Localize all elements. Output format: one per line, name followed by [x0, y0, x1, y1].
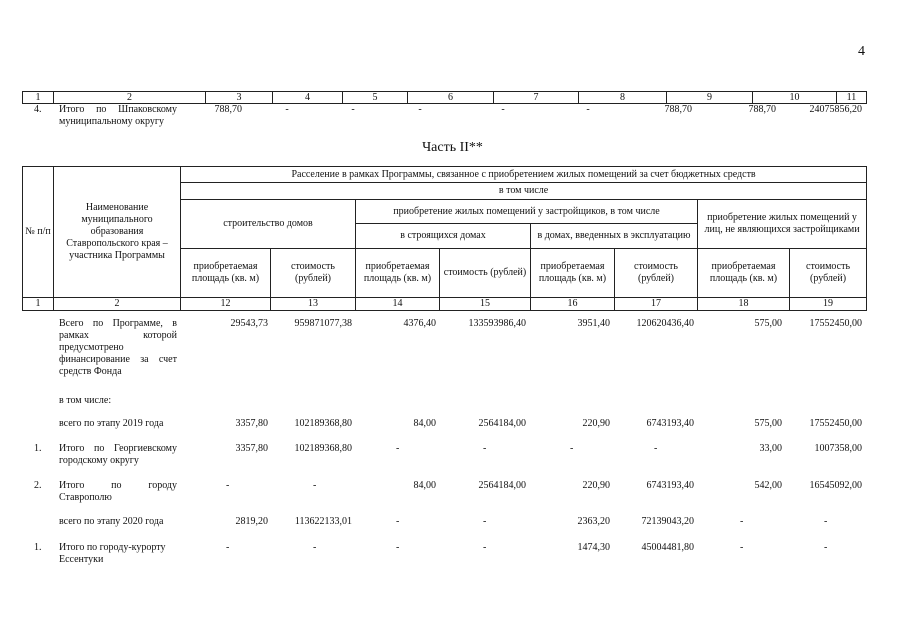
col-number: 11: [837, 92, 867, 104]
header-acq-developers: приобретение жилых помещений у застройщиков, в том числе: [356, 200, 698, 224]
header-main: Расселение в рамках Программы, связанное с приобретением жилых помещений за счет бюджетных средств: [181, 167, 867, 183]
cell-value: -: [351, 104, 355, 115]
col-number: 16: [531, 298, 615, 311]
cell-value: 788,70: [214, 104, 242, 115]
col-number: 10: [753, 92, 837, 104]
cell-value: -: [396, 542, 400, 553]
cell-value: 2564184,00: [478, 418, 526, 429]
cell-value: -: [396, 443, 400, 454]
row-name: Итого по городу Ставрополю: [59, 480, 177, 503]
cell-value: -: [285, 104, 289, 115]
cell-value: -: [483, 542, 487, 553]
cell-value: 72139043,20: [641, 516, 694, 527]
page-number: 4: [858, 44, 865, 59]
col-number: 19: [790, 298, 867, 311]
col-number: 15: [440, 298, 531, 311]
header-area: приобретаемая площадь (кв. м): [356, 249, 440, 298]
cell-value: 120620436,40: [636, 318, 694, 329]
cell-value: 33,00: [759, 443, 782, 454]
cell-value: 542,00: [754, 480, 782, 491]
cell-value: -: [226, 542, 230, 553]
row-name: в том числе:: [59, 395, 112, 406]
header-area: приобретаемая площадь (кв. м): [181, 249, 271, 298]
cell-value: -: [396, 516, 400, 527]
cell-value: 1007358,00: [814, 443, 862, 454]
previous-table-header: [22, 91, 867, 104]
col-number: 1: [23, 92, 54, 104]
col-number: 3: [206, 92, 273, 104]
cell-value: 2819,20: [235, 516, 268, 527]
header-area: приобретаемая площадь (кв. м): [531, 249, 615, 298]
header-commissioned: в домах, введенных в эксплуатацию: [531, 224, 698, 249]
cell-value: 45004481,80: [641, 542, 694, 553]
header-name: Наименование муниципального образования Ставропольского края – участника Программы: [54, 167, 181, 298]
cell-value: 3357,80: [235, 418, 268, 429]
cell-value: 788,70: [664, 104, 692, 115]
col-number: 7: [494, 92, 579, 104]
cell-value: 220,90: [582, 418, 610, 429]
col-number: 13: [271, 298, 356, 311]
col-number: 2: [54, 298, 181, 311]
cell-value: 575,00: [754, 418, 782, 429]
row-number: 1.: [34, 542, 42, 553]
cell-value: 17552450,00: [809, 418, 862, 429]
col-number: 18: [698, 298, 790, 311]
cell-value: -: [586, 104, 590, 115]
part-title: Часть II**: [422, 140, 483, 155]
col-number: 2: [54, 92, 206, 104]
header-including: в том числе: [181, 183, 867, 200]
header-acq-non-developers: приобретение жилых помещений у лиц, не являющихся застройщиками: [698, 200, 867, 249]
cell-value: 2564184,00: [478, 480, 526, 491]
cell-value: 4376,40: [403, 318, 436, 329]
cell-value: 113622133,01: [294, 516, 352, 527]
cell-value: -: [740, 516, 744, 527]
col-number: 6: [408, 92, 494, 104]
cell-value: -: [483, 443, 487, 454]
row-name: Всего по Программе, в рамках которой предусмотрено финансирование за счет средств Фонда: [59, 318, 177, 377]
cell-value: -: [313, 480, 317, 491]
cell-value: -: [824, 516, 828, 527]
cell-value: 3951,40: [577, 318, 610, 329]
cell-value: 220,90: [582, 480, 610, 491]
cell-value: 17552450,00: [809, 318, 862, 329]
col-number: 1: [23, 298, 54, 311]
col-number: 9: [667, 92, 753, 104]
cell-value: 1474,30: [577, 542, 610, 553]
cell-value: 102189368,80: [294, 418, 352, 429]
cell-value: 3357,80: [235, 443, 268, 454]
row-number: 1.: [34, 443, 42, 454]
cell-value: -: [313, 542, 317, 553]
cell-value: -: [570, 443, 574, 454]
cell-value: -: [824, 542, 828, 553]
header-num: № п/п: [23, 167, 54, 298]
part2-table-header: [22, 166, 867, 311]
cell-value: -: [418, 104, 422, 115]
col-number: 12: [181, 298, 271, 311]
cell-value: 24075856,20: [809, 104, 862, 115]
header-under-construction: в строящихся домах: [356, 224, 531, 249]
cell-value: -: [654, 443, 658, 454]
cell-value: 6743193,40: [646, 480, 694, 491]
row-name: Итого по Георгиевскому городскому округу: [59, 443, 177, 466]
header-cost: стоимость (рублей): [440, 249, 531, 298]
col-number: 14: [356, 298, 440, 311]
col-number: 4: [273, 92, 343, 104]
cell-value: 84,00: [413, 480, 436, 491]
cell-value: -: [226, 480, 230, 491]
cell-value: 29543,73: [230, 318, 268, 329]
cell-value: -: [501, 104, 505, 115]
header-area: приобретаемая площадь (кв. м): [698, 249, 790, 298]
col-number: 17: [615, 298, 698, 311]
row-name: всего по этапу 2019 года: [59, 418, 164, 429]
row-name: всего по этапу 2020 года: [59, 516, 164, 527]
cell-value: 788,70: [748, 104, 776, 115]
row-number: 2.: [34, 480, 42, 491]
cell-value: 2363,20: [577, 516, 610, 527]
col-number: 8: [579, 92, 667, 104]
cell-value: -: [740, 542, 744, 553]
cell-value: 959871077,38: [294, 318, 352, 329]
header-construction: строительство домов: [181, 200, 356, 249]
header-cost: стоимость (рублей): [790, 249, 867, 298]
row-name: Итого по городу-курорту Ессентуки: [59, 542, 166, 565]
row-number: 4.: [34, 104, 42, 115]
header-cost: стоимость (рублей): [271, 249, 356, 298]
row-name: Итого по Шпаковскому муниципальному округу: [59, 104, 177, 127]
cell-value: 16545092,00: [809, 480, 862, 491]
cell-value: 84,00: [413, 418, 436, 429]
col-number: 5: [343, 92, 408, 104]
header-cost: стоимость (рублей): [615, 249, 698, 298]
cell-value: 102189368,80: [294, 443, 352, 454]
cell-value: 575,00: [754, 318, 782, 329]
cell-value: 6743193,40: [646, 418, 694, 429]
cell-value: 133593986,40: [468, 318, 526, 329]
cell-value: -: [483, 516, 487, 527]
